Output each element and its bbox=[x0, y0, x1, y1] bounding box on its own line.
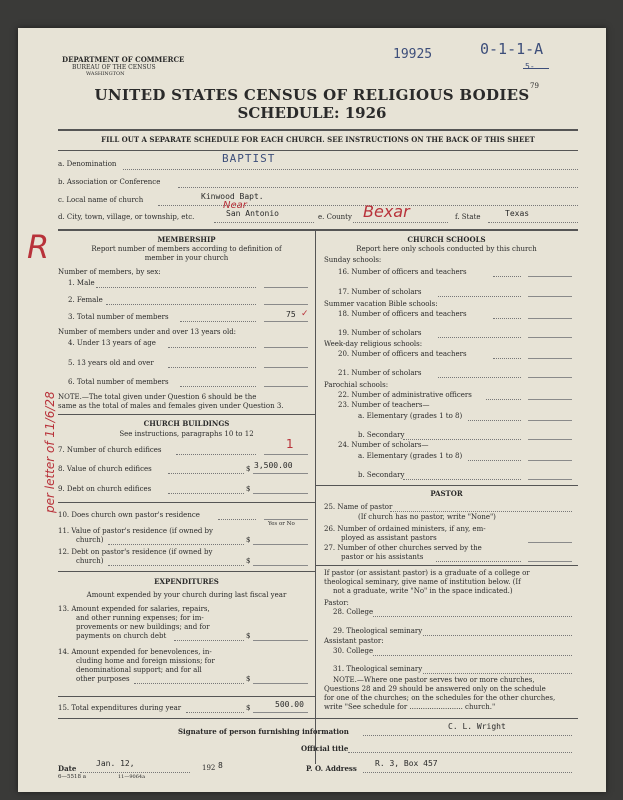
q15-label: 15. Total expenditures during year bbox=[58, 704, 182, 712]
expenditures-heading: EXPENDITURES bbox=[154, 577, 219, 586]
q26-field[interactable] bbox=[528, 542, 572, 543]
assistant-label: Assistant pastor: bbox=[324, 637, 384, 645]
q19-field[interactable] bbox=[528, 337, 572, 338]
q7-line bbox=[176, 454, 256, 455]
q8-field[interactable] bbox=[253, 473, 308, 474]
q4-label: 4. Under 13 years of age bbox=[68, 339, 156, 347]
pastor-intro-3: not a graduate, write "No" in the space indicated.) bbox=[333, 587, 513, 595]
pastor-mid-rule bbox=[315, 565, 578, 566]
q21-label: 21. Number of scholars bbox=[338, 369, 422, 377]
q18-line bbox=[493, 318, 521, 319]
buildings-sub: See instructions, paragraphs 10 to 12 bbox=[119, 430, 254, 438]
q24a-line bbox=[468, 460, 521, 461]
city-handwritten: Near bbox=[223, 200, 247, 211]
sunday-label: Sunday schools: bbox=[324, 256, 382, 264]
membership-sub1: Report number of members according to definition of bbox=[91, 245, 282, 253]
pastor-note-2: Questions 28 and 29 should be answered only on the schedule bbox=[324, 685, 546, 693]
q12-line bbox=[108, 565, 244, 566]
q24b-label: b. Secondary bbox=[358, 471, 405, 479]
q21-field[interactable] bbox=[528, 377, 572, 378]
q16-label: 16. Number of officers and teachers bbox=[338, 268, 467, 276]
q6-field[interactable] bbox=[264, 386, 308, 387]
q9-field[interactable] bbox=[253, 493, 308, 494]
membership-sub2: member in your church bbox=[144, 254, 229, 262]
denomination-value[interactable]: BAPTIST bbox=[222, 152, 276, 165]
q2-field[interactable] bbox=[264, 304, 308, 305]
q15-value[interactable]: 500.00 bbox=[275, 700, 304, 709]
q4-field[interactable] bbox=[264, 347, 308, 348]
pastor-sub-label: Pastor: bbox=[324, 599, 349, 607]
q26-label-a: 26. Number of ordained ministers, if any, em- bbox=[324, 525, 486, 533]
q27-label-a: 27. Number of other churches served by the bbox=[324, 544, 482, 552]
q13-line bbox=[174, 640, 244, 641]
official-title-line[interactable] bbox=[348, 752, 572, 753]
q13-label-b: and other running expenses; for im- bbox=[76, 614, 204, 622]
signature-line bbox=[363, 735, 572, 736]
date-label: Date bbox=[58, 764, 77, 773]
q24b-field[interactable] bbox=[528, 479, 572, 480]
year-digit[interactable]: 8 bbox=[218, 761, 223, 770]
q19-line bbox=[438, 337, 521, 338]
q4-line bbox=[168, 347, 256, 348]
state-line bbox=[488, 222, 578, 223]
q27-label-b: pastor or his assistants bbox=[341, 553, 424, 561]
q10-line bbox=[218, 519, 256, 520]
city-line bbox=[214, 222, 314, 223]
q28-line[interactable] bbox=[373, 616, 572, 617]
q1-line bbox=[96, 287, 256, 288]
q28-label: 28. College bbox=[333, 608, 374, 616]
under-over-label: Number of members under and over 13 years old: bbox=[58, 328, 237, 336]
q14-line bbox=[134, 683, 244, 684]
schedule-year: SCHEDULE: 1926 bbox=[237, 104, 387, 122]
q11-dollar: $ bbox=[246, 536, 251, 544]
expenditures-mid-rule bbox=[58, 696, 315, 697]
q30-line[interactable] bbox=[373, 655, 572, 656]
q29-line[interactable] bbox=[423, 635, 572, 636]
schools-bottom-rule bbox=[315, 485, 578, 486]
q14-dollar: $ bbox=[246, 675, 251, 683]
q25-label: 25. Name of pastor bbox=[324, 503, 393, 511]
q9-label: 9. Debt on church edifices bbox=[58, 485, 152, 493]
q22-label: 22. Number of administrative officers bbox=[338, 391, 472, 399]
q15-dollar: $ bbox=[246, 704, 251, 712]
q11-line bbox=[108, 544, 244, 545]
official-title-label: Official title bbox=[301, 744, 349, 753]
q11-label-b: church) bbox=[76, 536, 104, 544]
q3-line bbox=[180, 321, 256, 322]
schools-sub: Report here only schools conducted by this church bbox=[356, 245, 537, 253]
grid-bottom-rule bbox=[58, 718, 578, 719]
q27-field[interactable] bbox=[528, 561, 572, 562]
q9-line bbox=[168, 493, 244, 494]
q18-label: 18. Number of officers and teachers bbox=[338, 310, 467, 318]
association-line[interactable] bbox=[178, 187, 578, 188]
q15-field[interactable] bbox=[253, 712, 308, 713]
q12-field[interactable] bbox=[253, 565, 308, 566]
po-address-value[interactable]: R. 3, Box 457 bbox=[375, 759, 438, 768]
local-name-value[interactable]: Kinwood Bapt. bbox=[201, 192, 264, 201]
q23a-label: a. Elementary (grades 1 to 8) bbox=[358, 412, 463, 420]
pastor-note-1: NOTE.—Where one pastor serves two or more churches, bbox=[333, 676, 535, 684]
header-rule-top bbox=[58, 129, 578, 131]
weekday-label: Week-day religious schools: bbox=[324, 340, 423, 348]
q24b-line bbox=[403, 479, 521, 480]
q8-label: 8. Value of church edifices bbox=[58, 465, 152, 473]
signature-value[interactable]: C. L. Wright bbox=[448, 722, 506, 731]
q14-label-b: cluding home and foreign missions; for bbox=[76, 657, 215, 665]
q17-field[interactable] bbox=[528, 296, 572, 297]
q20-field[interactable] bbox=[528, 358, 572, 359]
q13-dollar: $ bbox=[246, 632, 251, 640]
q6-line bbox=[180, 386, 256, 387]
q17-line bbox=[438, 296, 521, 297]
stamp-number: 19925 bbox=[393, 47, 433, 62]
form-number-2: 11—9064a bbox=[118, 774, 146, 780]
q24a-label: a. Elementary (grades 1 to 8) bbox=[358, 452, 463, 460]
q23a-field[interactable] bbox=[528, 420, 572, 421]
signature-label: Signature of person furnishing information bbox=[178, 727, 349, 736]
q8-dollar: $ bbox=[246, 465, 251, 473]
pastor-intro-1: If pastor (or assistant pastor) is a graduate of a college or bbox=[324, 569, 530, 577]
q19-label: 19. Number of scholars bbox=[338, 329, 422, 337]
code-79: 79 bbox=[530, 82, 539, 90]
q3-field[interactable] bbox=[264, 321, 308, 322]
q22-field[interactable] bbox=[528, 399, 572, 400]
q31-label: 31. Theological seminary bbox=[333, 665, 423, 673]
q30-label: 30. College bbox=[333, 647, 374, 655]
q17-label: 17. Number of scholars bbox=[338, 288, 422, 296]
membership-heading: MEMBERSHIP bbox=[157, 235, 216, 244]
q13-label-d: payments on church debt bbox=[76, 632, 167, 640]
q23-label: 23. Number of teachers— bbox=[338, 401, 430, 409]
po-address-line bbox=[363, 772, 572, 773]
membership-note2: same as the total of males and females given under Question 3. bbox=[58, 402, 284, 410]
q1-field[interactable] bbox=[264, 287, 308, 288]
q11-field[interactable] bbox=[253, 544, 308, 545]
q14-field[interactable] bbox=[253, 683, 308, 684]
state-value[interactable]: Texas bbox=[505, 209, 530, 218]
city-label-field: d. City, town, village, or township, etc. bbox=[58, 213, 195, 221]
q6-label: 6. Total number of members bbox=[68, 378, 169, 386]
city-value[interactable]: San Antonio bbox=[226, 209, 279, 218]
q11-label-a: 11. Value of pastor's residence (if owned by bbox=[58, 527, 213, 535]
buildings-mid-rule bbox=[58, 502, 315, 503]
q5-field[interactable] bbox=[264, 367, 308, 368]
department-label: DEPARTMENT OF COMMERCE bbox=[62, 55, 185, 64]
q10-label: 10. Does church own pastor's residence bbox=[58, 511, 200, 519]
q13-label-a: 13. Amount expended for salaries, repairs, bbox=[58, 605, 210, 613]
date-value[interactable]: Jan. 12, bbox=[96, 759, 135, 768]
q21-line bbox=[438, 377, 521, 378]
q2-line bbox=[106, 304, 256, 305]
q23b-field[interactable] bbox=[528, 439, 572, 440]
bureau-label: BUREAU OF THE CENSUS bbox=[72, 64, 156, 71]
county-label: e. County bbox=[318, 213, 352, 221]
buildings-heading: CHURCH BUILDINGS bbox=[143, 419, 230, 428]
q12-label-a: 12. Debt on pastor's residence (if owned by bbox=[58, 548, 213, 556]
code-5-stamp: 5- bbox=[525, 62, 535, 71]
po-address-label: P. O. Address bbox=[306, 764, 357, 773]
q7-value[interactable]: 1 bbox=[286, 437, 294, 451]
pastor-note-3: for one of the churches; on the schedules for the other churches, bbox=[324, 694, 556, 702]
q8-value[interactable]: 3,500.00 bbox=[254, 461, 293, 470]
local-name-label: c. Local name of church bbox=[58, 196, 144, 204]
q10-field[interactable] bbox=[264, 519, 308, 520]
code-underline bbox=[523, 68, 549, 69]
county-line bbox=[353, 222, 448, 223]
pastor-intro-2: theological seminary, give name of institution below. (If bbox=[324, 578, 521, 586]
margin-r-mark: R bbox=[27, 228, 50, 266]
date-line bbox=[80, 772, 190, 773]
q5-label: 5. 13 years old and over bbox=[68, 359, 154, 367]
buildings-bottom-rule bbox=[58, 571, 315, 572]
q27-line bbox=[436, 561, 521, 562]
year-prefix: 192 bbox=[202, 764, 216, 772]
q23b-label: b. Secondary bbox=[358, 431, 405, 439]
q24a-field[interactable] bbox=[528, 460, 572, 461]
q12-dollar: $ bbox=[246, 557, 251, 565]
q3-value[interactable]: 75 bbox=[286, 310, 296, 319]
schools-heading: CHURCH SCHOOLS bbox=[407, 235, 486, 244]
q16-field[interactable] bbox=[528, 276, 572, 277]
q18-field[interactable] bbox=[528, 318, 572, 319]
q14-label-d: other purposes bbox=[76, 675, 130, 683]
pastor-note-4: write "See schedule for ........................ church." bbox=[324, 703, 496, 711]
q23a-line bbox=[468, 420, 521, 421]
parochial-label: Parochial schools: bbox=[324, 381, 389, 389]
denomination-line bbox=[123, 169, 578, 170]
q14-label-a: 14. Amount expended for benevolences, in- bbox=[58, 648, 212, 656]
q26-label-b: ployed as assistant pastors bbox=[341, 534, 437, 542]
pastor-heading: PASTOR bbox=[430, 489, 463, 498]
margin-vertical-note: per letter of 11/6/28 bbox=[43, 391, 57, 513]
q24-label: 24. Number of scholars— bbox=[338, 441, 429, 449]
q29-label: 29. Theological seminary bbox=[333, 627, 423, 635]
yes-no-hint: Yes or No bbox=[268, 521, 295, 527]
q7-label: 7. Number of church edifices bbox=[58, 446, 162, 454]
q20-line bbox=[493, 358, 521, 359]
state-label: f. State bbox=[455, 213, 481, 221]
form-title: UNITED STATES CENSUS OF RELIGIOUS BODIES bbox=[94, 86, 530, 104]
q8-line bbox=[168, 473, 244, 474]
city-label: WASHINGTON bbox=[86, 71, 125, 77]
general-instruction: FILL OUT A SEPARATE SCHEDULE FOR EACH CHURCH. SEE INSTRUCTIONS ON THE BACK OF THIS SHEET bbox=[101, 135, 535, 144]
q20-label: 20. Number of officers and teachers bbox=[338, 350, 467, 358]
q3-label: 3. Total number of members bbox=[68, 313, 169, 321]
q31-line[interactable] bbox=[423, 673, 572, 674]
grid-top-rule bbox=[58, 229, 578, 231]
q25-line[interactable] bbox=[390, 511, 572, 512]
q14-label-c: denominational support; and for all bbox=[76, 666, 202, 674]
q7-field[interactable] bbox=[264, 454, 308, 455]
by-sex-label: Number of members, by sex: bbox=[58, 268, 161, 276]
q13-field[interactable] bbox=[253, 640, 308, 641]
county-value[interactable]: Bexar bbox=[363, 202, 410, 221]
form-number: 6—5518 a bbox=[58, 774, 87, 780]
q5-line bbox=[168, 367, 256, 368]
q3-check-mark: ✓ bbox=[301, 309, 309, 319]
summer-label: Summer vacation Bible schools: bbox=[324, 300, 438, 308]
q25-note: (If church has no pastor, write "None") bbox=[358, 513, 496, 521]
q1-label: 1. Male bbox=[68, 279, 95, 287]
q9-dollar: $ bbox=[246, 485, 251, 493]
association-label: b. Association or Conference bbox=[58, 178, 161, 186]
q15-line bbox=[186, 712, 244, 713]
header-rule-bottom bbox=[58, 150, 578, 151]
q2-label: 2. Female bbox=[68, 296, 103, 304]
q22-line bbox=[486, 399, 521, 400]
membership-bottom-rule bbox=[58, 414, 315, 415]
q23b-line bbox=[403, 439, 521, 440]
q12-label-b: church) bbox=[76, 557, 104, 565]
q16-line bbox=[493, 276, 521, 277]
denomination-label: a. Denomination bbox=[58, 160, 117, 168]
membership-note1: NOTE.—The total given under Question 6 should be the bbox=[58, 393, 257, 401]
file-code-stamp: 0-1-1-A bbox=[480, 40, 544, 58]
expenditures-sub: Amount expended by your church during last fiscal year bbox=[86, 591, 287, 599]
q13-label-c: provements or new buildings; and for bbox=[76, 623, 210, 631]
census-schedule-sheet bbox=[18, 28, 606, 792]
